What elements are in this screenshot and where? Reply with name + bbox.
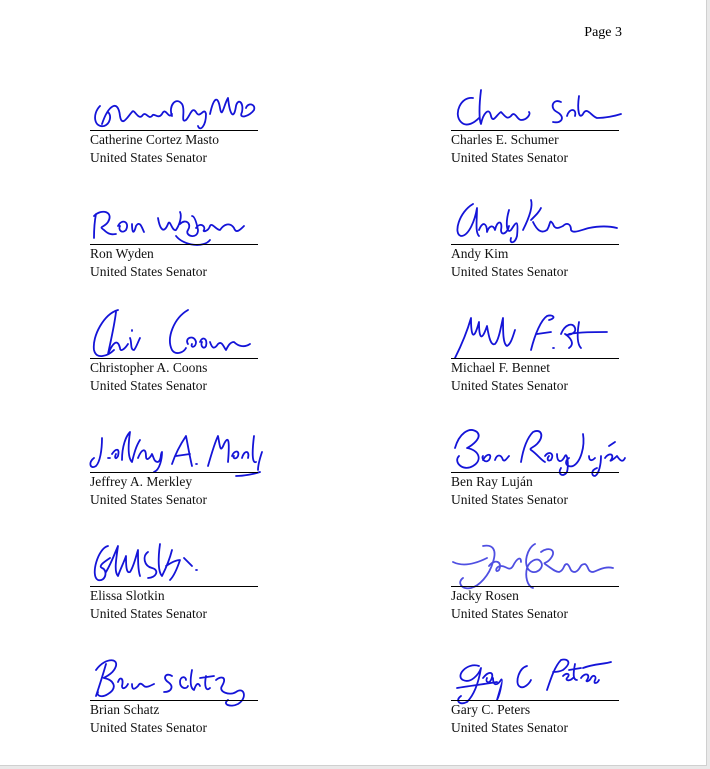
page-number: Page 3 bbox=[584, 25, 622, 40]
signer-title: United States Senator bbox=[451, 378, 568, 393]
signer-name: Charles E. Schumer bbox=[451, 132, 559, 147]
signer-name: Elissa Slotkin bbox=[90, 588, 165, 603]
signature-schatz bbox=[88, 646, 263, 708]
signature-lujan bbox=[449, 418, 624, 480]
signer-title: United States Senator bbox=[451, 150, 568, 165]
signature-slotkin bbox=[88, 532, 263, 594]
signer-name: Brian Schatz bbox=[90, 702, 160, 717]
signature-merkley bbox=[88, 418, 263, 480]
signer-title: United States Senator bbox=[90, 720, 207, 735]
signature-cortez-masto bbox=[88, 76, 263, 138]
signer-title: United States Senator bbox=[90, 492, 207, 507]
signer-name: Catherine Cortez Masto bbox=[90, 132, 219, 147]
signer-title: United States Senator bbox=[90, 606, 207, 621]
signature-rosen bbox=[449, 532, 624, 594]
signer-title: United States Senator bbox=[90, 150, 207, 165]
signer-title: United States Senator bbox=[451, 264, 568, 279]
signer-name: Jacky Rosen bbox=[451, 588, 519, 603]
signer-title: United States Senator bbox=[451, 606, 568, 621]
signature-peters bbox=[449, 646, 624, 708]
signature-kim bbox=[449, 190, 624, 252]
signer-title: United States Senator bbox=[451, 720, 568, 735]
signer-title: United States Senator bbox=[90, 264, 207, 279]
signature-schumer bbox=[449, 76, 624, 138]
signer-title: United States Senator bbox=[90, 378, 207, 393]
signer-name: Gary C. Peters bbox=[451, 702, 531, 717]
signature-wyden bbox=[88, 190, 263, 252]
signature-coons bbox=[88, 304, 263, 366]
signer-name: Andy Kim bbox=[451, 246, 509, 261]
signer-name: Jeffrey A. Merkley bbox=[90, 474, 193, 489]
signature-bennet bbox=[449, 304, 624, 366]
signer-name: Christopher A. Coons bbox=[90, 360, 208, 375]
signer-name: Michael F. Bennet bbox=[451, 360, 551, 375]
signer-name: Ron Wyden bbox=[90, 246, 154, 261]
signer-name: Ben Ray Luján bbox=[451, 474, 533, 489]
signer-title: United States Senator bbox=[451, 492, 568, 507]
